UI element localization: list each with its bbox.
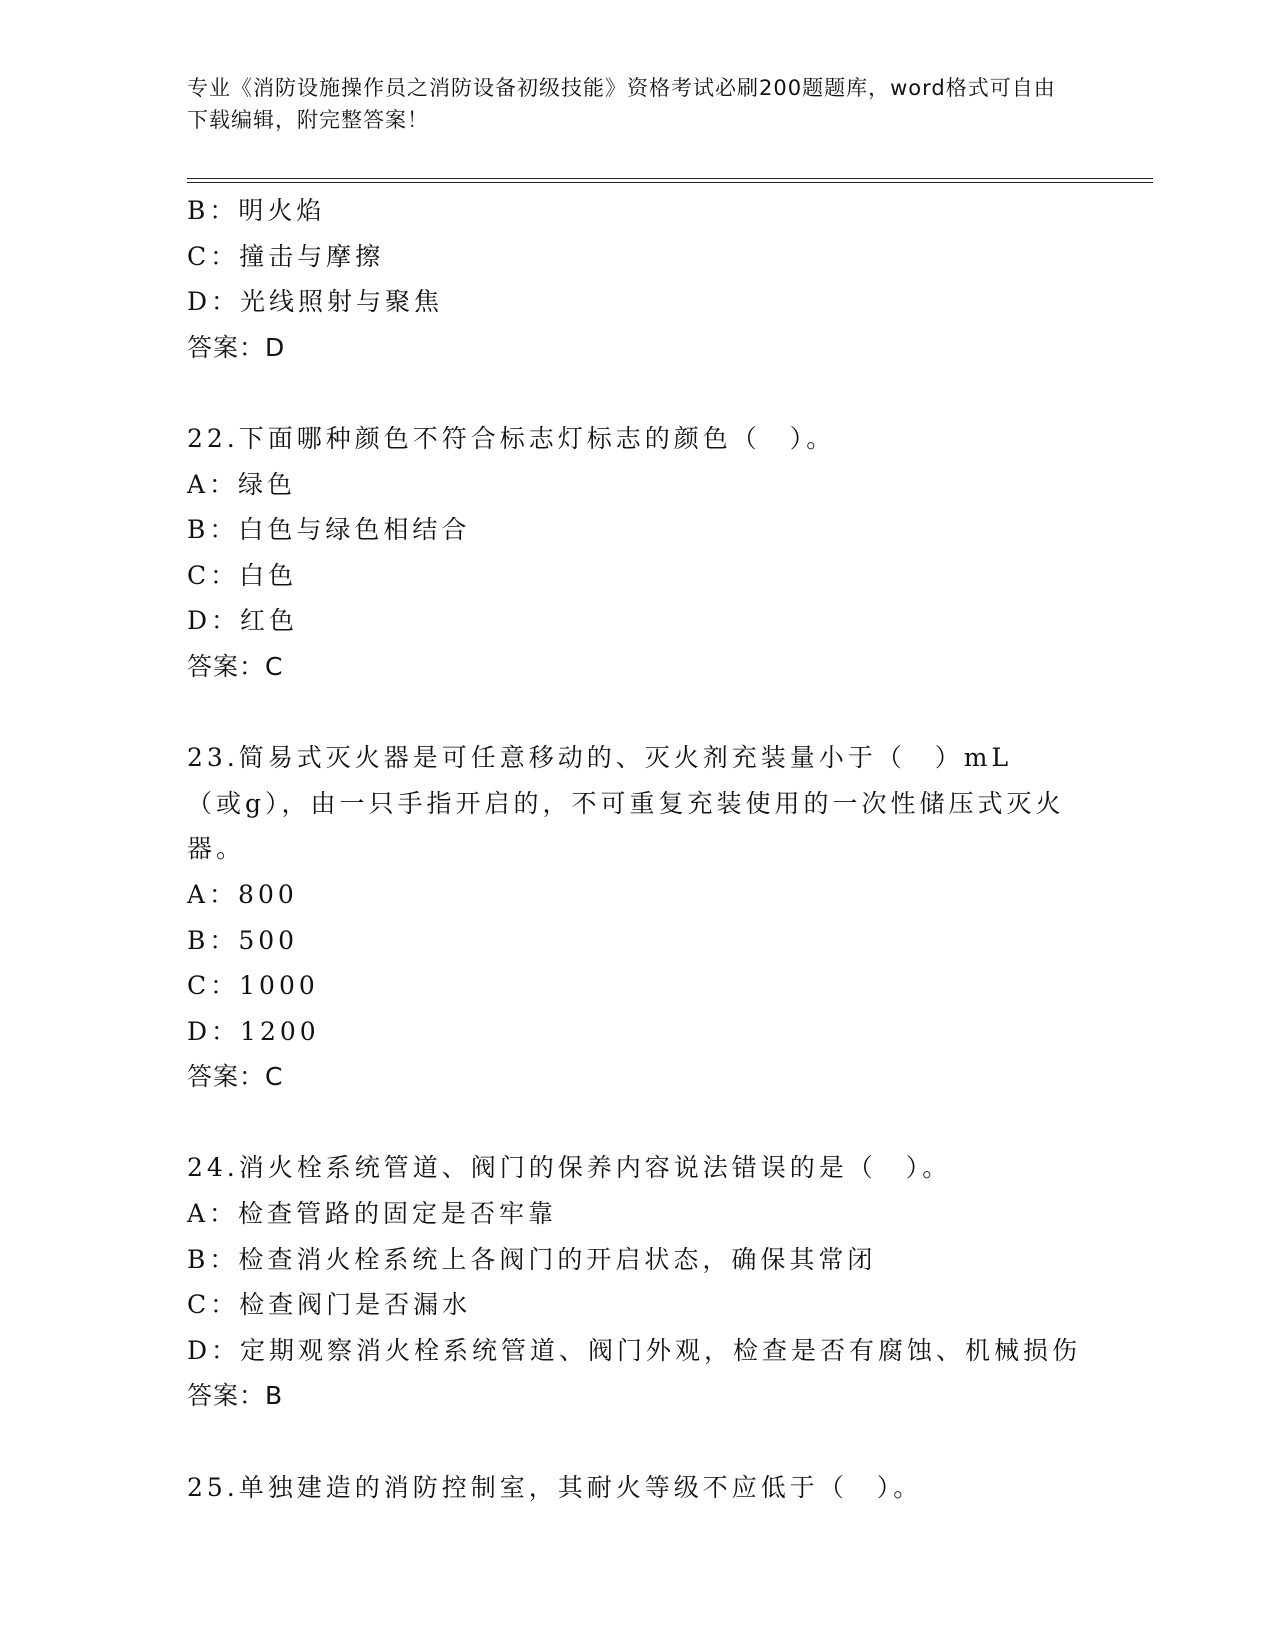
spacer	[187, 370, 1087, 416]
option-c: C：1000	[187, 971, 319, 1001]
spacer	[187, 1419, 1087, 1465]
question-stem: 24.消火栓系统管道、阀门的保养内容说法错误的是（ ）。	[187, 1153, 952, 1183]
question-list	[187, 188, 1087, 1510]
header-divider-top	[187, 178, 1153, 179]
answer-line: 答案：C	[187, 651, 284, 681]
question-block-24	[187, 1145, 1087, 1419]
option-b: B：明火焰	[187, 196, 326, 225]
option-a: A：绿色	[187, 469, 297, 499]
question-stem: 25.单独建造的消防控制室，其耐火等级不应低于（ ）。	[187, 1472, 923, 1502]
answer-line: 答案：B	[187, 1381, 284, 1411]
spacer	[187, 1100, 1087, 1146]
document-header: 专业《消防设施操作员之消防设备初级技能》资格考试必刷200题题库，word格式可自由下载编辑，附完整答案！	[187, 76, 1056, 132]
option-d: D：定期观察消火栓系统管道、阀门外观，检查是否有腐蚀、机械损伤	[187, 1335, 1082, 1365]
question-block-22	[187, 416, 1087, 690]
spacer	[187, 690, 1087, 736]
option-d: D：红色	[187, 606, 299, 636]
option-a: A：检查管路的固定是否牢靠	[187, 1199, 558, 1229]
option-b: B：白色与绿色相结合	[187, 515, 471, 545]
question-block-23	[187, 735, 1087, 1100]
question-stem: 23.简易式灭火器是可任意移动的、灭火剂充装量小于（ ）mL（或g），由一只手指开启的，不可重复充装使用的一次性储压式灭火器。	[187, 743, 1065, 864]
option-d: D：光线照射与聚焦	[187, 287, 444, 317]
answer-line: 答案：C	[187, 1062, 284, 1092]
question-stem: 22.下面哪种颜色不符合标志灯标志的颜色（ ）。	[187, 423, 836, 453]
header-divider-bottom	[187, 182, 1153, 183]
question-block-continued	[187, 188, 1087, 370]
option-c: C：白色	[187, 560, 298, 590]
option-c: C：撞击与摩擦	[187, 241, 385, 271]
option-a: A：800	[187, 879, 298, 909]
option-c: C：检查阀门是否漏水	[187, 1290, 472, 1320]
answer-line: 答案：D	[187, 332, 286, 362]
option-b: B：500	[187, 925, 299, 955]
option-d: D：1200	[187, 1016, 320, 1046]
question-block-25	[187, 1465, 1087, 1511]
option-b: B：检查消火栓系统上各阀门的开启状态，确保其常闭	[187, 1244, 877, 1274]
